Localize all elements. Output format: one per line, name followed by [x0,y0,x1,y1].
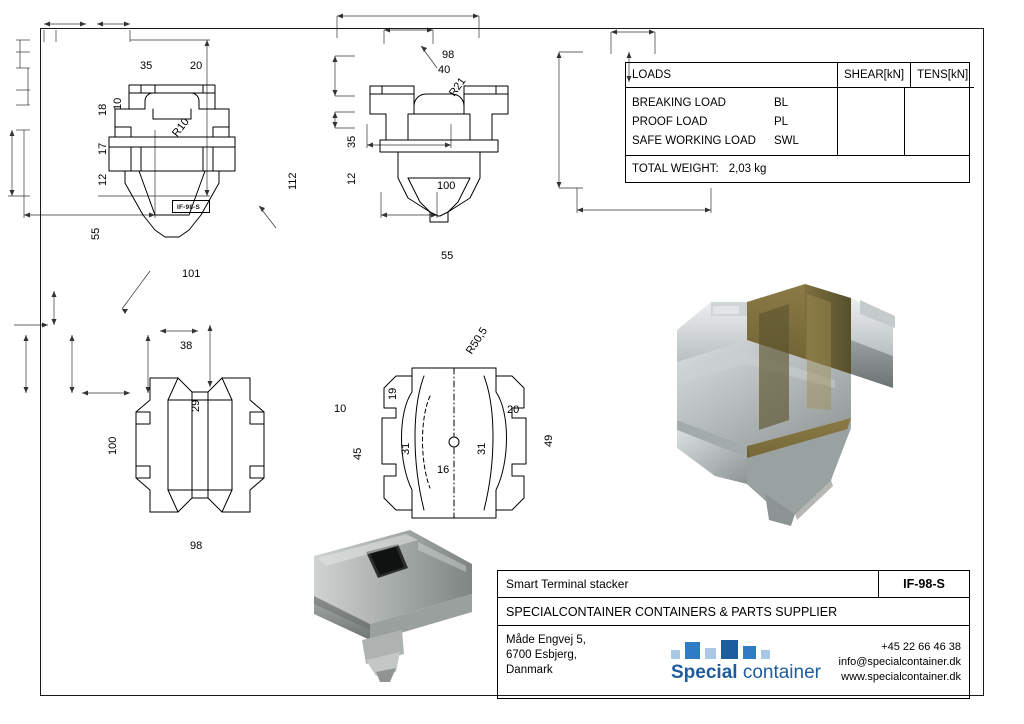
table-row [632,93,831,112]
loads-table-header-row [626,63,969,88]
logo-squares [671,640,831,660]
logo-square-2 [685,642,700,659]
top-dim-38: 38 [180,340,193,352]
photo-stacker-main [655,270,955,530]
bottom-dim-19: 19 [387,387,399,400]
total-weight-label: TOTAL WEIGHT: [632,163,719,175]
side-dim-12: 12 [346,172,358,185]
loads-row-1-label: PROOF LOAD [632,115,708,128]
loads-row-2-abbr: SWL [774,134,799,147]
loads-header-shear: SHEAR[kN] [838,63,911,88]
address-line-2: 6700 Esbjerg, [506,649,577,661]
part-name: Smart Terminal stacker [498,571,879,597]
bottom-dim-31-left: 31 [400,442,412,455]
bottom-dim-r50-5: R50,5 [464,325,491,357]
loads-row-2-label: SAFE WORKING LOAD [632,134,756,147]
front-dim-55: 55 [90,227,102,240]
title-block-footer [498,626,969,698]
logo-square-5 [743,646,756,659]
side-dim-100: 100 [437,180,456,192]
logo-square-6 [761,650,770,659]
front-view-geometry [95,75,315,275]
loads-header-tens: TENS[kN] [911,63,974,88]
title-block [497,570,970,699]
loads-row-1-abbr: PL [774,115,789,128]
logo-square-4 [721,640,738,659]
total-weight-value: 2,03 kg [728,163,767,175]
bottom-dim-10: 10 [334,403,347,415]
side-dim-r21: R21 [447,75,469,99]
front-view-part-tag-box [172,200,210,213]
logo-text-bold: Special [671,662,738,683]
top-dim-100: 100 [107,436,119,455]
address-line-3: Danmark [506,664,553,676]
contact-phone: +45 22 66 46 38 [881,641,961,653]
loads-header-loads: LOADS [626,63,838,88]
top-dim-29: 29 [190,399,202,412]
side-view-geometry [358,80,538,270]
front-dim-17: 17 [97,142,109,155]
table-row [632,112,831,131]
total-weight-row [626,156,969,182]
front-dim-35: 35 [140,60,153,72]
front-dim-112: 112 [287,172,299,190]
company-logo [661,626,821,698]
logo-text-normal: container [737,662,821,683]
loads-table [625,62,970,183]
logo-text [671,662,831,684]
side-dim-98: 98 [442,49,455,61]
loads-shear-values [838,88,905,156]
company-name: SPECIALCONTAINER CONTAINERS & PARTS SUPPLIER [498,598,969,626]
company-address [498,626,661,698]
photo-stacker-secondary [300,520,490,688]
front-dim-20: 20 [190,60,203,72]
contact-website: www.specialcontainer.dk [841,671,961,683]
front-view-part-tag: IF-98-S [177,204,201,211]
logo-square-3 [705,648,716,659]
front-dim-10: 10 [112,97,124,110]
front-dim-12: 12 [97,173,109,186]
side-dim-35: 35 [346,135,358,148]
bottom-dim-49: 49 [543,434,555,447]
title-block-name-row [498,571,969,598]
side-dim-55: 55 [441,250,454,262]
loads-tens-values [905,88,969,156]
loads-row-0-abbr: BL [774,96,789,109]
bottom-dim-45: 45 [352,447,364,460]
front-dim-18: 18 [97,103,109,116]
loads-row-labels [626,88,838,156]
front-dim-r10: R10 [170,116,192,140]
bottom-dim-31-right: 31 [476,442,488,455]
address-line-1: Måde Engvej 5, [506,634,586,646]
loads-table-body [626,88,969,156]
bottom-dim-16: 16 [437,464,450,476]
side-dim-40: 40 [438,64,451,76]
top-view-geometry [120,360,300,550]
contact-email: info@specialcontainer.dk [838,656,961,668]
part-code: IF-98-S [903,577,945,591]
loads-row-0-label: BREAKING LOAD [632,96,726,109]
logo-square-1 [671,650,680,659]
logo-wrap [671,640,831,684]
table-row [632,131,831,150]
bottom-view-geometry [368,352,548,542]
top-dim-98: 98 [190,540,203,552]
front-dim-101: 101 [182,268,201,280]
bottom-dim-20: 20 [507,404,520,416]
